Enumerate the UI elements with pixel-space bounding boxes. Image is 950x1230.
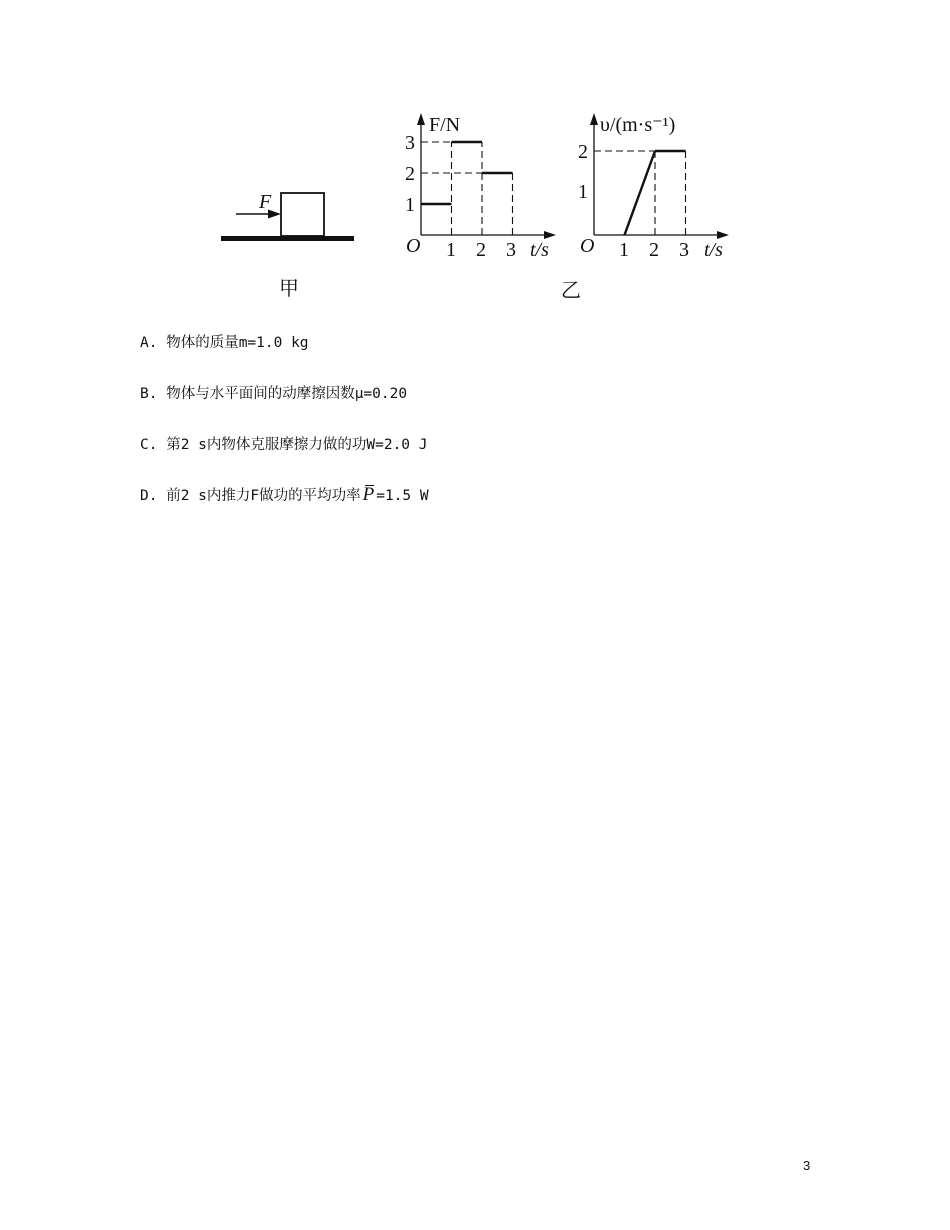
f-x-arrow: [544, 231, 556, 239]
v-origin-label: O: [580, 235, 595, 257]
page-number: 3: [803, 1158, 811, 1173]
v-y-tick-2: 2: [578, 141, 588, 163]
force-time-graph: [405, 113, 556, 261]
f-y-tick-2: 2: [405, 163, 415, 185]
f-guide-lines: [421, 142, 513, 235]
v-x-tick-1: 1: [619, 239, 629, 261]
option-d-prefix: D. 前2 s内推力F做功的平均功率: [140, 488, 361, 504]
v-y-arrow: [590, 113, 598, 125]
physics-figure: [0, 0, 950, 310]
block: [281, 193, 324, 236]
v-y-tick-1: 1: [578, 181, 588, 203]
v-x-arrow: [717, 231, 729, 239]
velocity-time-graph: [578, 113, 729, 261]
block-diagram: [221, 191, 354, 300]
graphs-caption: 乙: [561, 278, 581, 302]
force-label: F: [259, 191, 272, 213]
average-power-symbol: P: [362, 484, 375, 505]
f-x-axis-label: t/s: [530, 239, 549, 261]
option-a: A. 物体的质量m=1.0 kg: [140, 335, 309, 351]
f-origin-label: O: [406, 235, 421, 257]
option-d-suffix: =1.5 W: [376, 488, 429, 504]
option-d: [140, 484, 429, 506]
f-y-tick-3: 3: [405, 132, 415, 154]
v-x-tick-3: 3: [679, 239, 689, 261]
v-segment-1: [625, 151, 656, 235]
v-x-axis-label: t/s: [704, 239, 723, 261]
option-b: B. 物体与水平面间的动摩擦因数μ=0.20: [140, 386, 408, 402]
f-y-axis-label: F/N: [429, 114, 461, 136]
v-y-axis-label: υ/(m·s⁻¹): [600, 114, 676, 136]
f-x-tick-2: 2: [476, 239, 486, 261]
v-x-tick-2: 2: [649, 239, 659, 261]
f-x-tick-1: 1: [446, 239, 456, 261]
option-c: C. 第2 s内物体克服摩擦力做的功W=2.0 J: [140, 437, 428, 453]
f-y-arrow: [417, 113, 425, 125]
block-caption: 甲: [279, 276, 299, 300]
f-y-tick-1: 1: [405, 194, 415, 216]
f-x-tick-3: 3: [506, 239, 516, 261]
